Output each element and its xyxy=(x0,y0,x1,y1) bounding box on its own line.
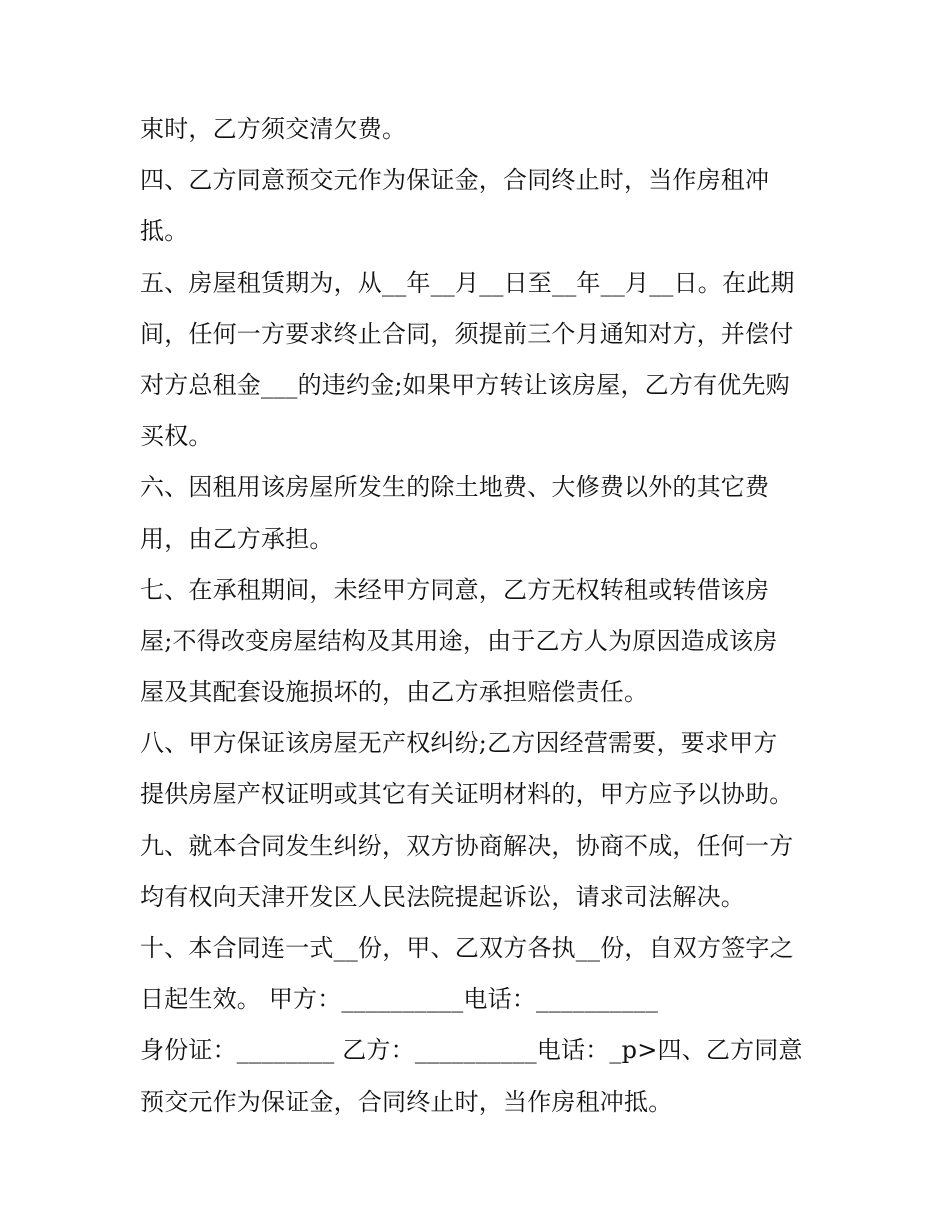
text-line: 买权。 xyxy=(140,422,213,451)
text-line: 预交元作为保证金，合同终止时，当作房租冲抵。 xyxy=(140,1087,673,1116)
text-line: 间，任何一方要求终止合同，须提前三个月通知对方，并偿付 xyxy=(140,319,794,348)
text-line: 均有权向天津开发区人民法院提起诉讼，请求司法解决。 xyxy=(140,882,745,911)
text-line: 抵。 xyxy=(140,217,189,246)
text-line: 六、因租用该房屋所发生的除土地费、大修费以外的其它费 xyxy=(140,473,770,502)
text-line: 九、就本合同发生纠纷，双方协商解决，协商不成，任何一方 xyxy=(140,831,794,860)
text-line: 对方总租金___的违约金;如果甲方转让该房屋，乙方有优先购 xyxy=(140,370,790,399)
text-line: 屋及其配套设施损坏的，由乙方承担赔偿责任。 xyxy=(140,678,649,707)
text-line: 五、房屋租赁期为，从__年__月__日至__年__月__日。在此期 xyxy=(140,268,795,297)
text-line: 身份证：________ 乙方：__________电话：_p>四、乙方同意 xyxy=(140,1036,803,1065)
text-line: 十、本合同连一式__份，甲、乙双方各执__份，自双方签字之 xyxy=(140,934,794,962)
text-line: 四、乙方同意预交元作为保证金，合同终止时，当作房租冲 xyxy=(140,166,770,195)
document-body xyxy=(140,104,830,1128)
text-line: 屋;不得改变房屋结构及其用途，由于乙方人为原因造成该房 xyxy=(140,626,778,655)
text-line: 七、在承租期间，未经甲方同意，乙方无权转租或转借该房 xyxy=(140,575,770,604)
text-line: 日起生效。 甲方：__________电话：__________ xyxy=(140,985,659,1014)
text-line: 束时，乙方须交清欠费。 xyxy=(140,115,407,143)
text-line: 用，由乙方承担。 xyxy=(140,524,334,553)
text-line: 提供房屋产权证明或其它有关证明材料的，甲方应予以协助。 xyxy=(140,780,794,809)
text-line: 八、甲方保证该房屋无产权纠纷;乙方因经营需要，要求甲方 xyxy=(140,729,778,758)
